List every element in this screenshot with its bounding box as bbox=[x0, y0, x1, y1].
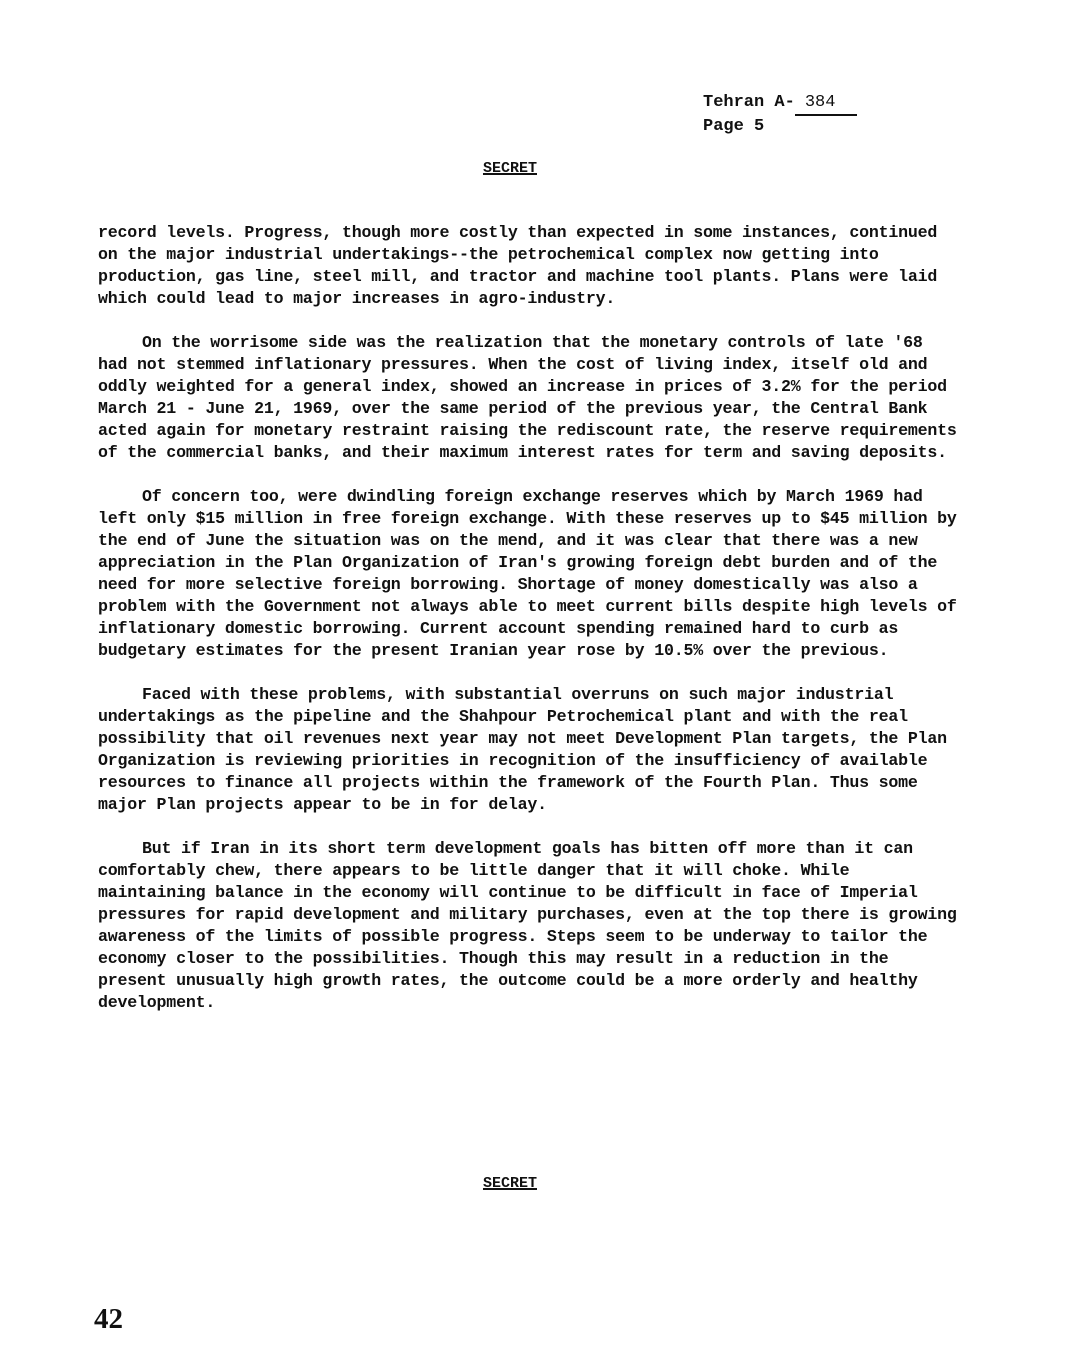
page-number: 42 bbox=[94, 1303, 123, 1335]
doc-reference-number: 384 bbox=[795, 92, 857, 116]
paragraph-3: Of concern too, were dwindling foreign exchange reserves which by March 1969 had left only $15 million in free foreign exchange. With these reserves up to $45 million by the end of June the situation was on the mend, and it was clear that there was a new appreciation in the Plan Organization of Iran's growing foreign debt burden and of the need for more selective foreign borrowing. Shortage of money domestically was also a problem with the Government not always able to meet current bills despite high levels of inflationary domestic borrowing. Current account spending remained hard to curb as budgetary estimates for the present Iranian year rose by 10.5% over the previous. bbox=[98, 487, 957, 660]
document-body bbox=[98, 222, 958, 1036]
classification-bottom bbox=[0, 1175, 1020, 1192]
classification-top-label: SECRET bbox=[482, 160, 537, 177]
paragraph-2: On the worrisome side was the realization that the monetary controls of late '68 had not stemmed inflationary pressures. When the cost of living index, itself old and oddly weighted for a general index, showed an increase in prices of 3.2% for the period March 21 - June 21, 1969, over the same period of the previous year, the Central Bank acted again for monetary restraint raising the rediscount rate, the reserve requirements of the commercial banks, and their maximum interest rates for term and saving deposits. bbox=[98, 333, 957, 462]
classification-top bbox=[0, 160, 1020, 177]
doc-reference-line bbox=[703, 92, 857, 116]
paragraph-5: But if Iran in its short term development goals has bitten off more than it can comfortably chew, there appears to be little danger that it will choke. While maintaining balance in the economy will continue to be difficult in face of Imperial pressures for rapid development and military purchases, even at the top there is growing awareness of the limits of possible progress. Steps seem to be underway to tailor the economy closer to the possibilities. Though this may result in a reduction in the present unusually high growth rates, the outcome could be a more orderly and healthy development. bbox=[98, 839, 957, 1012]
doc-reference-label: Tehran A- bbox=[703, 93, 795, 112]
document-header bbox=[703, 92, 857, 138]
classification-bottom-label: SECRET bbox=[482, 1175, 537, 1192]
paragraph-1: record levels. Progress, though more costly than expected in some instances, continued on the major industrial undertakings--the petrochemical complex now getting into production, gas line, steel mill, and tractor and machine tool plants. Plans were laid which could lead to major increases in agro-industry. bbox=[98, 223, 938, 308]
page-label: Page 5 bbox=[703, 117, 765, 136]
paragraph-4: Faced with these problems, with substantial overruns on such major industrial undertakings as the pipeline and the Shahpour Petrochemical plant and with the real possibility that oil revenues next year may not meet Development Plan targets, the Plan Organization is reviewing priorities in recognition of the insufficiency of available resources to finance all projects within the framework of the Fourth Plan. Thus some major Plan projects appear to be in for delay. bbox=[98, 685, 947, 814]
